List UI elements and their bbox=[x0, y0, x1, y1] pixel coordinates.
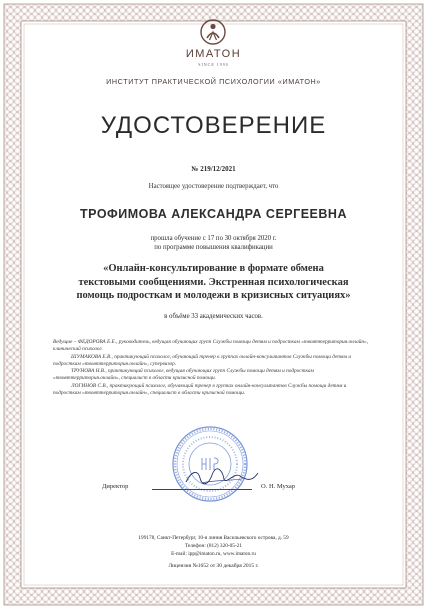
footer-phone: Телефон: (812) 320-05-21 bbox=[184, 543, 243, 549]
director-label: Директор bbox=[102, 483, 129, 490]
institute-seal-icon bbox=[171, 425, 249, 503]
director-signature bbox=[182, 466, 262, 488]
footer-contacts: E-mail: ipp@imaton.ru, www.imaton.ru bbox=[171, 551, 256, 557]
course-title-line: «Онлайн-консультирование в формате обмена bbox=[103, 263, 324, 274]
document-title: УДОСТОВЕРЕНИЕ bbox=[100, 112, 327, 139]
brand-name: ИМАТОН bbox=[185, 48, 242, 60]
instructor-entry: ШУМАКОВА Е.В., практикующий психолог, обучающий тренер в группах онлайн-консультантов Службы помощи детям и подросткам «твояттерритория.онлайн», супервизор. bbox=[53, 353, 351, 367]
footer-address: 199178, Санкт-Петербург, 10-я линия Васильевского острова, д. 59 bbox=[138, 535, 289, 541]
certifies-text: Настоящее удостоверение подтверждает, что bbox=[148, 183, 279, 190]
training-dates: прошла обучение с 17 по 30 октября 2020 г. bbox=[150, 235, 277, 242]
course-title bbox=[60, 262, 367, 303]
course-hours: в объёме 33 академических часов. bbox=[164, 313, 263, 320]
instructor-entry: ЛОГИНОВ С.В., практикующий психолог, обучающий тренер в группах онлайн-консультантов Службы помощи детям и подросткам «твояттерритория.онлайн», специалист в области кризисной помощи. bbox=[53, 382, 347, 397]
brand-since: SINCE 1990 bbox=[198, 62, 229, 67]
program-kind: по программе повышения квалификации bbox=[154, 244, 273, 251]
recipient-name: ТРОФИМОВА АЛЕКСАНДРА СЕРГЕЕВНА bbox=[80, 207, 347, 221]
instructors-list bbox=[53, 339, 375, 397]
instructor-entry: Ведущие – ФЕДОРОВА Е.Е., руководитель, ведущая обучающих групп Службы помощи детям и подросткам «твояттерритория.онлайн», клинический психолог. bbox=[53, 339, 369, 353]
instructor-entry: ТРУНОВА Н.В., практикующий психолог, ведущая обучающих групп Службы помощи детям и подросткам «твояттерритория.онлайн», специалист в области кризисной помощи. bbox=[53, 368, 314, 382]
certificate-number: № 219/12/2021 bbox=[191, 165, 236, 173]
course-title-line: текстовыми сообщениями. Экстренная психологическая bbox=[78, 276, 349, 288]
license-info: Лицензия №1652 от 30 декабря 2015 г. bbox=[168, 563, 259, 569]
imaton-logo-icon bbox=[198, 17, 228, 47]
course-title-line: помощь подросткам и молодежи в кризисных ситуациях» bbox=[76, 290, 351, 301]
signature-line bbox=[152, 489, 252, 490]
institute-name: ИНСТИТУТ ПРАКТИЧЕСКОЙ ПСИХОЛОГИИ «ИМАТОН» bbox=[106, 77, 321, 86]
director-name: О. Н. Мухар bbox=[261, 483, 296, 490]
